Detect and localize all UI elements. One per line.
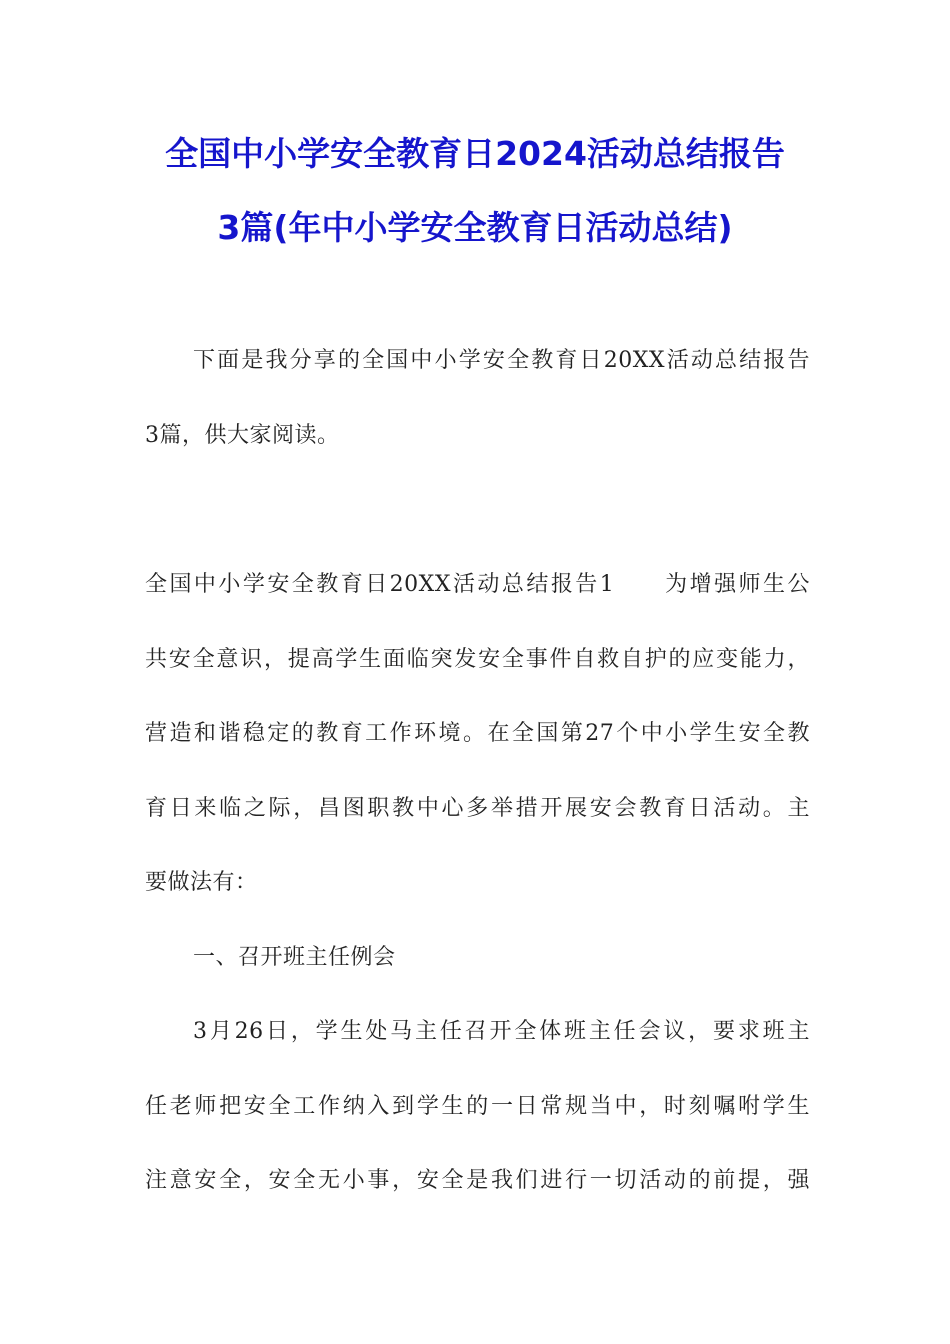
body-line-9: 注意安全，安全无小事，安全是我们进行一切活动的前提，强: [145, 1168, 810, 1193]
body-line-4: 育日来临之际，昌图职教中心多举措开展安会教育日活动。主: [145, 796, 810, 821]
body-line-2: 共安全意识，提高学生面临突发安全事件自救自护的应变能力，: [145, 647, 810, 672]
document-title-line-1: 全国中小学安全教育日2024活动总结报告: [165, 134, 785, 173]
body-line-3: 营造和谐稳定的教育工作环境。在全国第27个中小学生安全教: [145, 721, 810, 746]
document-title-line-2: 3篇(年中小学安全教育日活动总结): [217, 208, 733, 247]
body-line-8: 任老师把安全工作纳入到学生的一日常规当中，时刻嘱咐学生: [145, 1094, 810, 1119]
body-line-5: 要做法有：: [145, 870, 258, 895]
intro-line-1: 下面是我分享的全国中小学安全教育日20XX活动总结报告: [193, 348, 810, 373]
intro-line-2: 3篇，供大家阅读。: [145, 423, 340, 448]
body-line-7: 3月26日，学生处马主任召开全体班主任会议，要求班主: [193, 1019, 810, 1044]
body-line-1: 全国中小学安全教育日20XX活动总结报告1 为增强师生公: [145, 572, 810, 597]
section-heading-1: 一、召开班主任例会: [193, 945, 396, 970]
